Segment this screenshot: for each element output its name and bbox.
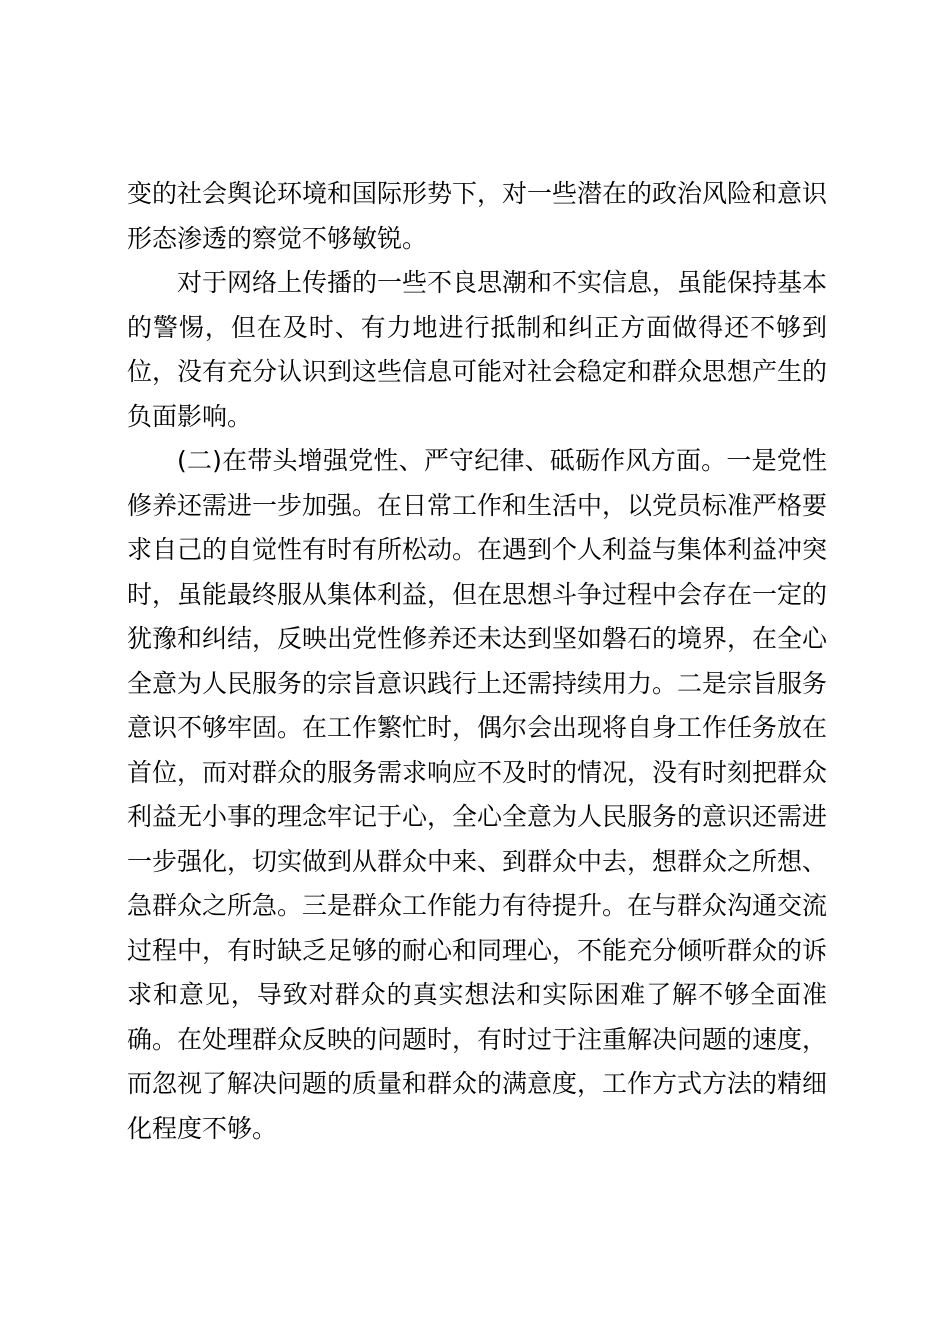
- document-body: [127, 172, 827, 1151]
- paragraph-3: (二)在带头增强党性、严守纪律、砥砺作风方面。一是党性修养还需进一步加强。在日常工作和生活中，以党员标准严格要求自己的自觉性有时有所松动。在遇到个人利益与集体利益冲突时，虽能最终服从集体利益，但在思想斗争过程中会存在一定的犹豫和纠结，反映出党性修养还未达到坚如磐石的境界，在全心全意为人民服务的宗旨意识践行上还需持续用力。二是宗旨服务意识不够牢固。在工作繁忙时，偶尔会出现将自身工作任务放在首位，而对群众的服务需求响应不及时的情况，没有时刻把群众利益无小事的理念牢记于心，全心全意为人民服务的意识还需进一步强化，切实做到从群众中来、到群众中去，想群众之所想、急群众之所急。三是群众工作能力有待提升。在与群众沟通交流过程中，有时缺乏足够的耐心和同理心，不能充分倾听群众的诉求和意见，导致对群众的真实想法和实际困难了解不够全面准确。在处理群众反映的问题时，有时过于注重解决问题的速度，而忽视了解决问题的质量和群众的满意度，工作方式方法的精细化程度不够。: [127, 446, 828, 1143]
- paragraph-1: 变的社会舆论环境和国际形势下，对一些潜在的政治风险和意识形态渗透的察觉不够敏锐。: [127, 179, 828, 253]
- paragraph-2: 对于网络上传播的一些不良思潮和不实信息，虽能保持基本的警惕，但在及时、有力地进行抵制和纠正方面做得还不够到位，没有充分认识到这些信息可能对社会稳定和群众思想产生的负面影响。: [127, 268, 828, 431]
